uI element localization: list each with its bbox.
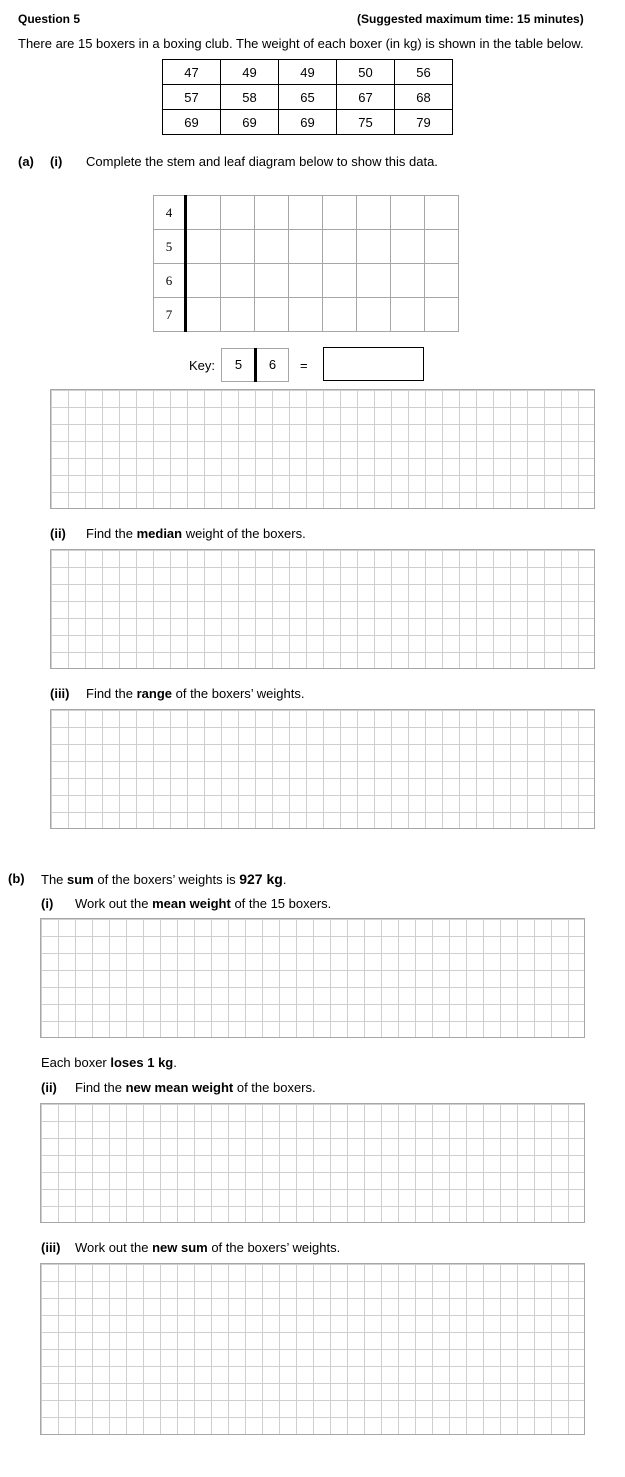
part-b-i-text xyxy=(75,896,331,911)
leaf-cell[interactable] xyxy=(255,264,289,298)
part-a-ii-bold: median xyxy=(136,526,183,541)
leaf-cell[interactable] xyxy=(357,264,391,298)
table-cell: 69 xyxy=(221,110,279,135)
part-b-ii-post: of the boxers. xyxy=(233,1080,316,1095)
intro-text: There are 15 boxers in a boxing club. The weight of each boxer (in kg) is shown in the table below. xyxy=(18,36,584,51)
leaf-cell[interactable] xyxy=(289,196,323,230)
leaf-cell[interactable] xyxy=(255,196,289,230)
table-cell: 49 xyxy=(221,60,279,85)
key-leaf: 6 xyxy=(257,348,289,382)
working-grid-b-i[interactable] xyxy=(40,918,585,1038)
part-b-loses-pre: Each boxer xyxy=(41,1055,111,1070)
leaf-cell[interactable] xyxy=(186,298,221,332)
table-cell: 79 xyxy=(395,110,453,135)
part-b-iii-label: (iii) xyxy=(41,1240,61,1255)
leaf-cell[interactable] xyxy=(186,196,221,230)
leaf-cell[interactable] xyxy=(186,264,221,298)
part-b-i-post: of the 15 boxers. xyxy=(230,896,332,911)
key-equals: = xyxy=(300,358,308,373)
part-b-iii-pre: Work out the xyxy=(75,1240,153,1255)
table-cell: 68 xyxy=(395,85,453,110)
leaf-cell[interactable] xyxy=(357,230,391,264)
part-b-iii-post: of the boxers’ weights. xyxy=(207,1240,341,1255)
table-cell: 69 xyxy=(163,110,221,135)
leaf-cell[interactable] xyxy=(391,298,425,332)
part-a-iii-pre: Find the xyxy=(86,686,137,701)
stem-row xyxy=(154,196,459,230)
stem-row xyxy=(154,264,459,298)
leaf-cell[interactable] xyxy=(186,230,221,264)
part-a-ii-text xyxy=(86,526,306,541)
question-title: Question 5 xyxy=(18,12,81,26)
table-cell: 50 xyxy=(337,60,395,85)
leaf-cell[interactable] xyxy=(357,298,391,332)
key-answer-box[interactable] xyxy=(323,347,424,381)
leaf-cell[interactable] xyxy=(391,196,425,230)
working-grid-a-iii[interactable] xyxy=(50,709,595,829)
leaf-cell[interactable] xyxy=(323,264,357,298)
part-b-intro-mid: of the boxers’ weights is xyxy=(93,872,240,887)
leaf-cell[interactable] xyxy=(425,196,459,230)
part-b-ii-text xyxy=(75,1080,316,1095)
table-row xyxy=(163,110,453,135)
table-cell: 69 xyxy=(279,110,337,135)
part-b-loses-bold: loses 1 kg xyxy=(110,1055,174,1070)
leaf-cell[interactable] xyxy=(289,298,323,332)
leaf-cell[interactable] xyxy=(255,230,289,264)
table-cell: 75 xyxy=(337,110,395,135)
table-cell: 58 xyxy=(221,85,279,110)
part-b-intro xyxy=(41,871,286,887)
table-cell: 49 xyxy=(279,60,337,85)
part-a-ii-pre: Find the xyxy=(86,526,137,541)
leaf-cell[interactable] xyxy=(391,230,425,264)
table-row xyxy=(163,85,453,110)
part-b-loses-post: . xyxy=(173,1055,177,1070)
working-grid-b-ii[interactable] xyxy=(40,1103,585,1223)
part-b-intro-sum: sum xyxy=(67,872,94,887)
working-grid-a-i[interactable] xyxy=(50,389,595,509)
part-a-iii-bold: range xyxy=(136,686,172,701)
part-a-ii-label: (ii) xyxy=(50,526,66,541)
table-row xyxy=(163,60,453,85)
leaf-cell[interactable] xyxy=(289,264,323,298)
part-b-i-bold: mean weight xyxy=(152,896,231,911)
part-a-i-text: Complete the stem and leaf diagram below to show this data. xyxy=(86,154,438,169)
part-b-loses xyxy=(41,1055,177,1070)
key-label: Key: xyxy=(189,358,216,373)
leaf-cell[interactable] xyxy=(425,230,459,264)
working-grid-b-iii[interactable] xyxy=(40,1263,585,1435)
leaf-cell[interactable] xyxy=(323,196,357,230)
stem-row xyxy=(154,298,459,332)
part-b-intro-pre: The xyxy=(41,872,68,887)
part-b-ii-pre: Find the xyxy=(75,1080,126,1095)
leaf-cell[interactable] xyxy=(425,264,459,298)
stem-cell: 4 xyxy=(154,196,186,230)
part-b-ii-label: (ii) xyxy=(41,1080,57,1095)
part-b-ii-bold: new mean weight xyxy=(125,1080,234,1095)
part-a-ii-post: weight of the boxers. xyxy=(182,526,306,541)
stem-cell: 7 xyxy=(154,298,186,332)
stem-row xyxy=(154,230,459,264)
part-a-label: (a) xyxy=(18,154,34,169)
part-a-i-label: (i) xyxy=(50,154,63,169)
leaf-cell[interactable] xyxy=(221,298,255,332)
leaf-cell[interactable] xyxy=(425,298,459,332)
part-b-label: (b) xyxy=(8,871,25,886)
stem-leaf-diagram xyxy=(153,195,459,332)
part-b-iii-bold: new sum xyxy=(152,1240,208,1255)
leaf-cell[interactable] xyxy=(221,196,255,230)
part-b-intro-post: . xyxy=(282,872,287,887)
part-a-iii-label: (iii) xyxy=(50,686,70,701)
weights-table xyxy=(162,59,453,135)
leaf-cell[interactable] xyxy=(323,298,357,332)
table-cell: 57 xyxy=(163,85,221,110)
leaf-cell[interactable] xyxy=(255,298,289,332)
working-grid-a-ii[interactable] xyxy=(50,549,595,669)
part-b-i-label: (i) xyxy=(41,896,54,911)
suggested-time: (Suggested maximum time: 15 minutes) xyxy=(357,12,584,26)
leaf-cell[interactable] xyxy=(323,230,357,264)
leaf-cell[interactable] xyxy=(357,196,391,230)
part-b-i-pre: Work out the xyxy=(75,896,153,911)
leaf-cell[interactable] xyxy=(391,264,425,298)
leaf-cell[interactable] xyxy=(221,230,255,264)
stem-cell: 5 xyxy=(154,230,186,264)
table-cell: 65 xyxy=(279,85,337,110)
table-cell: 56 xyxy=(395,60,453,85)
leaf-cell[interactable] xyxy=(289,230,323,264)
part-b-intro-total: 927 kg xyxy=(239,871,283,887)
leaf-cell[interactable] xyxy=(221,264,255,298)
key-stem: 5 xyxy=(221,348,255,382)
table-cell: 47 xyxy=(163,60,221,85)
part-a-iii-post: of the boxers’ weights. xyxy=(172,686,305,701)
table-cell: 67 xyxy=(337,85,395,110)
stem-cell: 6 xyxy=(154,264,186,298)
part-a-iii-text xyxy=(86,686,304,701)
part-b-iii-text xyxy=(75,1240,340,1255)
